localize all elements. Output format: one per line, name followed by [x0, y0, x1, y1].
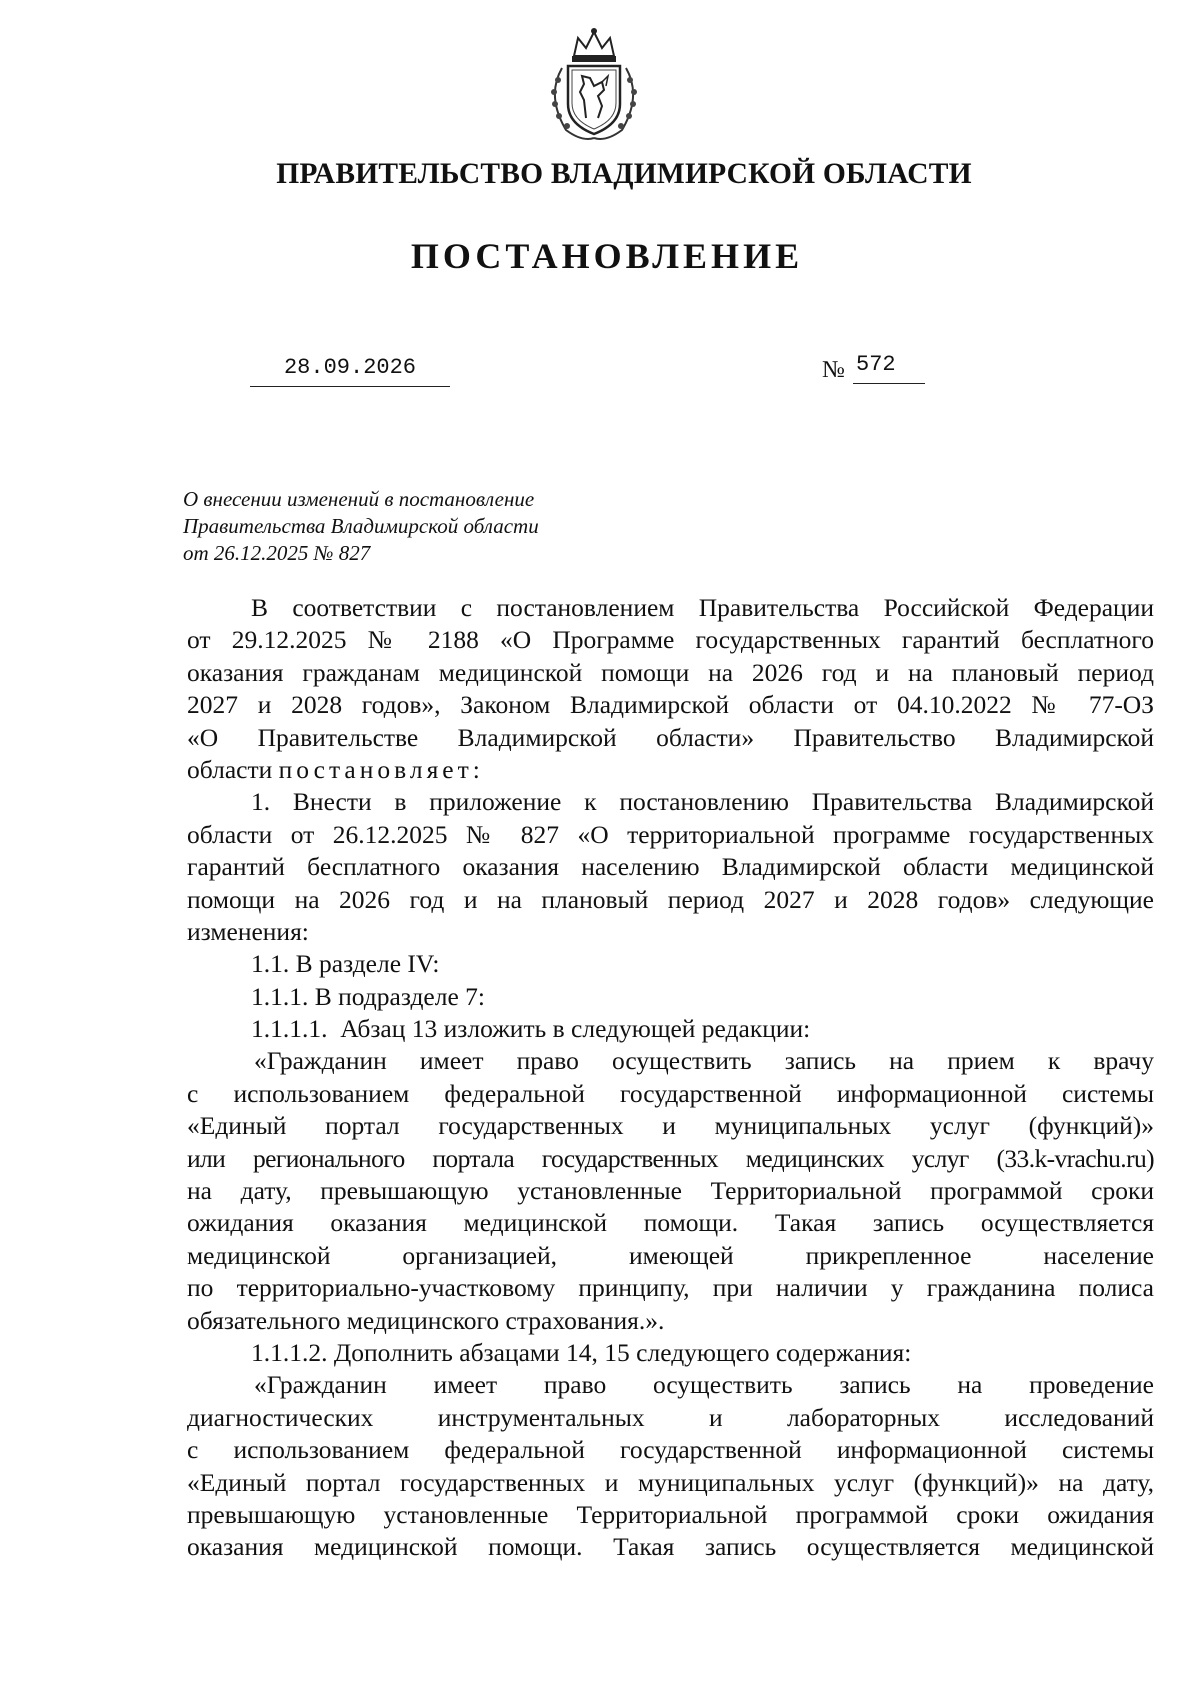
item-heading: 1.1. В разделе IV: [251, 949, 440, 979]
number-underline [853, 383, 925, 384]
coat-of-arms-icon [532, 26, 656, 144]
quote-line: «Гражданин имеет право осуществить запись на проведение [254, 1370, 1154, 1400]
document-body [187, 592, 1154, 1564]
body-line: области постановляет: [187, 754, 484, 784]
quote-line: на дату, превышающую установленные Территориальной программой сроки [187, 1176, 1154, 1206]
body-line: В соответствии с постановлением Правительства Российской Федерации [251, 593, 1154, 622]
body-line: области от 26.12.2025 № 827 «О территориальной программе государственных [187, 819, 1154, 849]
subject-line: Правительства Владимирской области [183, 514, 539, 538]
quote-line: оказания медицинской помощи. Такая запись осуществляется медицинской [187, 1532, 1154, 1562]
item-heading: 1.1.1.2. Дополнить абзацами 14, 15 следующего содержания: [251, 1337, 912, 1367]
document-subject [183, 486, 539, 567]
subject-line: от 26.12.2025 № 827 [183, 541, 371, 565]
quote-line: превышающую установленные Территориальной программой сроки ожидания [187, 1499, 1154, 1529]
document-number: 572 [856, 352, 896, 377]
quote-line: по территориально-участковому принципу, при наличии у гражданина полиса [187, 1273, 1154, 1303]
number-sign: № [822, 357, 845, 383]
body-line: оказания гражданам медицинской помощи на 2026 год и на плановый период [187, 657, 1154, 687]
quote-line: медицинской организацией, имеющей прикрепленное население [187, 1240, 1154, 1270]
quote-line: «Единый портал государственных и муниципальных услуг (функций)» на дату, [187, 1467, 1154, 1497]
date-underline [250, 386, 450, 387]
quote-line: «Единый портал государственных и муниципальных услуг (функций)» [187, 1111, 1154, 1141]
quote-line: «Гражданин имеет право осуществить запись на прием к врачу [254, 1046, 1154, 1076]
body-line: от 29.12.2025 № 2188 «О Программе государственных гарантий бесплатного [187, 625, 1154, 655]
body-line: 1. Внести в приложение к постановлению Правительства Владимирской [251, 787, 1154, 817]
quote-line: обязательного медицинского страхования.». [187, 1305, 665, 1335]
resolves-word: постановляет: [278, 754, 484, 784]
body-line: помощи на 2026 год и на плановый период 2027 и 2028 годов» следующие [187, 884, 1154, 914]
item-heading: 1.1.1.1. Абзац 13 изложить в следующей редакции: [251, 1014, 811, 1044]
body-line: изменения: [187, 916, 309, 946]
quote-line: с использованием федеральной государственной информационной системы [187, 1435, 1154, 1465]
government-name: ПРАВИТЕЛЬСТВО ВЛАДИМИРСКОЙ ОБЛАСТИ [276, 158, 972, 190]
subject-line: О внесении изменений в постановление [183, 487, 535, 511]
document-date: 28.09.2026 [283, 355, 417, 380]
body-line: гарантий бесплатного оказания населению Владимирской области медицинской [187, 852, 1154, 882]
quote-line: с использованием федеральной государственной информационной системы [187, 1078, 1154, 1108]
quote-line: диагностических инструментальных и лабораторных исследований [187, 1402, 1154, 1432]
item-heading: 1.1.1. В подразделе 7: [251, 981, 485, 1011]
document-type: ПОСТАНОВЛЕНИЕ [410, 236, 804, 276]
body-line: 2027 и 2028 годов», Законом Владимирской области от 04.10.2022 № 77-ОЗ [187, 690, 1154, 720]
quote-line: или регионального портала государственных медицинских услуг (33.k-vrachu.ru) [187, 1143, 1154, 1173]
quote-line: ожидания оказания медицинской помощи. Такая запись осуществляется [187, 1208, 1154, 1238]
body-line: «О Правительстве Владимирской области» Правительство Владимирской [187, 722, 1154, 752]
